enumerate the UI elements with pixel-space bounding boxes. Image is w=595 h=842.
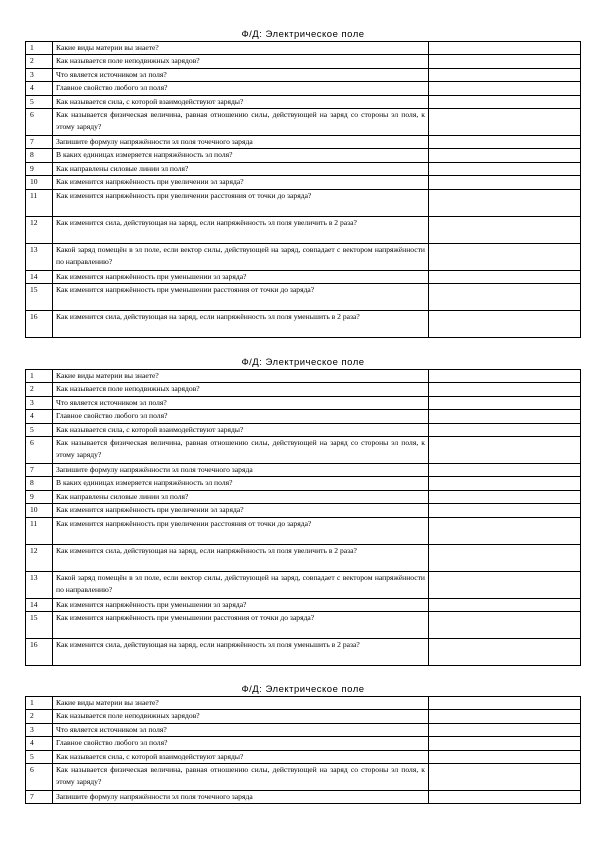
question-number: 9 — [26, 490, 53, 503]
answer-cell[interactable] — [429, 95, 581, 108]
question-number: 4 — [26, 410, 53, 423]
question-text: Как называется физическая величина, равная отношению силы, действующей на заряд со стороны эл поля, к этому заряду? — [53, 764, 429, 791]
question-number: 1 — [26, 42, 53, 55]
question-text: Как направлены силовые линии эл поля? — [53, 162, 429, 175]
question-text: Что является источником эл поля? — [53, 68, 429, 81]
question-number: 6 — [26, 109, 53, 136]
answer-cell[interactable] — [429, 437, 581, 464]
question-number: 3 — [26, 723, 53, 736]
question-row — [26, 723, 581, 736]
question-row — [26, 189, 581, 216]
question-number: 15 — [26, 612, 53, 639]
question-number: 10 — [26, 176, 53, 189]
question-row — [26, 109, 581, 136]
question-text: Как изменится напряжённость при увеличении эл заряда? — [53, 176, 429, 189]
question-row — [26, 423, 581, 436]
question-text: Какие виды материи вы знаете? — [53, 42, 429, 55]
question-row — [26, 162, 581, 175]
question-row — [26, 42, 581, 55]
question-number: 2 — [26, 383, 53, 396]
answer-cell[interactable] — [429, 311, 581, 338]
question-text: Как называется физическая величина, равная отношению силы, действующей на заряд со стороны эл поля, к этому заряду? — [53, 109, 429, 136]
question-text: В каких единицах измеряется напряжённость эл поля? — [53, 477, 429, 490]
question-row — [26, 750, 581, 763]
answer-cell[interactable] — [429, 55, 581, 68]
question-row — [26, 396, 581, 409]
question-row — [26, 270, 581, 283]
answer-cell[interactable] — [429, 737, 581, 750]
question-number: 1 — [26, 697, 53, 710]
question-text: Как изменится сила, действующая на заряд, если напряжённость эл поля уменьшить в 2 раза? — [53, 311, 429, 338]
answer-cell[interactable] — [429, 598, 581, 611]
question-text: Как изменится сила, действующая на заряд, если напряжённость эл поля увеличить в 2 раза? — [53, 544, 429, 571]
question-text: Что является источником эл поля? — [53, 396, 429, 409]
question-text: Как изменится сила, действующая на заряд, если напряжённость эл поля увеличить в 2 раза? — [53, 216, 429, 243]
question-number: 13 — [26, 571, 53, 598]
question-text: Как называется сила, с которой взаимодействуют заряды? — [53, 750, 429, 763]
answer-cell[interactable] — [429, 243, 581, 270]
question-row — [26, 571, 581, 598]
question-row — [26, 764, 581, 791]
question-row — [26, 216, 581, 243]
questions-table — [25, 41, 581, 338]
question-row — [26, 149, 581, 162]
answer-cell[interactable] — [429, 162, 581, 175]
answer-cell[interactable] — [429, 189, 581, 216]
section-title: Ф/Д: Электрическое поле — [241, 29, 365, 40]
answer-cell[interactable] — [429, 396, 581, 409]
question-number: 3 — [26, 396, 53, 409]
answer-cell[interactable] — [429, 571, 581, 598]
question-number: 1 — [26, 370, 53, 383]
answer-cell[interactable] — [429, 423, 581, 436]
question-number: 6 — [26, 437, 53, 464]
question-number: 12 — [26, 216, 53, 243]
question-number: 2 — [26, 710, 53, 723]
question-row — [26, 504, 581, 517]
question-text: Как изменится напряжённость при уменьшении расстояния от точки до заряда? — [53, 284, 429, 311]
answer-cell[interactable] — [429, 490, 581, 503]
answer-cell[interactable] — [429, 82, 581, 95]
question-row — [26, 639, 581, 666]
question-text: Как называется поле неподвижных зарядов? — [53, 383, 429, 396]
answer-cell[interactable] — [429, 697, 581, 710]
question-row — [26, 490, 581, 503]
question-number: 3 — [26, 68, 53, 81]
question-text: В каких единицах измеряется напряжённость эл поля? — [53, 149, 429, 162]
question-text: Как называется поле неподвижных зарядов? — [53, 55, 429, 68]
question-text: Как изменится напряжённость при увеличении эл заряда? — [53, 504, 429, 517]
question-row — [26, 176, 581, 189]
question-text: Как называется сила, с которой взаимодействуют заряды? — [53, 423, 429, 436]
question-text: Как называется физическая величина, равная отношению силы, действующей на заряд со стороны эл поля, к этому заряду? — [53, 437, 429, 464]
question-text: Главное свойство любого эл поля? — [53, 410, 429, 423]
answer-cell[interactable] — [429, 639, 581, 666]
question-number: 5 — [26, 95, 53, 108]
question-text: Какой заряд помещён в эл поле, если вектор силы, действующей на заряд, совпадает с вектором напряжённости по направлению? — [53, 571, 429, 598]
quiz-section-2 — [25, 356, 581, 666]
answer-cell[interactable] — [429, 750, 581, 763]
question-number: 7 — [26, 464, 53, 477]
question-number: 6 — [26, 764, 53, 791]
question-number: 8 — [26, 477, 53, 490]
question-row — [26, 544, 581, 571]
section-title: Ф/Д: Электрическое поле — [241, 684, 365, 695]
question-text: Как изменится напряжённость при уменьшении расстояния от точки до заряда? — [53, 612, 429, 639]
questions-table — [25, 696, 581, 804]
question-row — [26, 284, 581, 311]
question-number: 16 — [26, 639, 53, 666]
question-number: 14 — [26, 598, 53, 611]
question-row — [26, 437, 581, 464]
question-number: 9 — [26, 162, 53, 175]
question-number: 8 — [26, 149, 53, 162]
questions-table — [25, 369, 581, 666]
question-number: 5 — [26, 750, 53, 763]
question-row — [26, 311, 581, 338]
answer-cell[interactable] — [429, 464, 581, 477]
question-text: Как изменится сила, действующая на заряд, если напряжённость эл поля уменьшить в 2 раза? — [53, 639, 429, 666]
question-row — [26, 697, 581, 710]
question-text: Главное свойство любого эл поля? — [53, 737, 429, 750]
answer-cell[interactable] — [429, 68, 581, 81]
question-row — [26, 370, 581, 383]
question-text: Главное свойство любого эл поля? — [53, 82, 429, 95]
question-row — [26, 55, 581, 68]
question-number: 2 — [26, 55, 53, 68]
question-number: 16 — [26, 311, 53, 338]
question-text: Как направлены силовые линии эл поля? — [53, 490, 429, 503]
question-text: Как называется поле неподвижных зарядов? — [53, 710, 429, 723]
question-text: Как изменится напряжённость при увеличении расстояния от точки до заряда? — [53, 189, 429, 216]
answer-cell[interactable] — [429, 270, 581, 283]
question-row — [26, 243, 581, 270]
question-row — [26, 791, 581, 804]
question-text: Запишите формулу напряжённости эл поля точечного заряда — [53, 464, 429, 477]
question-number: 15 — [26, 284, 53, 311]
answer-cell[interactable] — [429, 176, 581, 189]
answer-cell[interactable] — [429, 410, 581, 423]
question-row — [26, 383, 581, 396]
question-number: 4 — [26, 82, 53, 95]
question-number: 7 — [26, 136, 53, 149]
question-text: Как изменится напряжённость при уменьшении эл заряда? — [53, 598, 429, 611]
question-number: 12 — [26, 544, 53, 571]
answer-cell[interactable] — [429, 710, 581, 723]
answer-cell[interactable] — [429, 504, 581, 517]
question-text: Что является источником эл поля? — [53, 723, 429, 736]
answer-cell[interactable] — [429, 477, 581, 490]
answer-cell[interactable] — [429, 764, 581, 791]
question-row — [26, 477, 581, 490]
answer-cell[interactable] — [429, 370, 581, 383]
question-text: Запишите формулу напряжённости эл поля точечного заряда — [53, 791, 429, 804]
question-row — [26, 136, 581, 149]
question-row — [26, 95, 581, 108]
question-number: 5 — [26, 423, 53, 436]
question-text: Какой заряд помещён в эл поле, если вектор силы, действующей на заряд, совпадает с вектором напряжённости по направлению? — [53, 243, 429, 270]
answer-cell[interactable] — [429, 383, 581, 396]
question-number: 13 — [26, 243, 53, 270]
answer-cell[interactable] — [429, 136, 581, 149]
question-text: Запишите формулу напряжённости эл поля точечного заряда — [53, 136, 429, 149]
question-text: Как изменится напряжённость при увеличении расстояния от точки до заряда? — [53, 517, 429, 544]
quiz-section-3 — [25, 683, 581, 804]
question-number: 14 — [26, 270, 53, 283]
question-text: Как называется сила, с которой взаимодействуют заряды? — [53, 95, 429, 108]
question-row — [26, 517, 581, 544]
question-text: Какие виды материи вы знаете? — [53, 697, 429, 710]
question-row — [26, 612, 581, 639]
answer-cell[interactable] — [429, 216, 581, 243]
answer-cell[interactable] — [429, 544, 581, 571]
quiz-section-1 — [25, 28, 581, 338]
question-number: 4 — [26, 737, 53, 750]
question-text: Какие виды материи вы знаете? — [53, 370, 429, 383]
question-row — [26, 598, 581, 611]
question-row — [26, 410, 581, 423]
question-text: Как изменится напряжённость при уменьшении эл заряда? — [53, 270, 429, 283]
answer-cell[interactable] — [429, 149, 581, 162]
answer-cell[interactable] — [429, 723, 581, 736]
question-number: 11 — [26, 517, 53, 544]
question-number: 7 — [26, 791, 53, 804]
question-row — [26, 737, 581, 750]
question-row — [26, 464, 581, 477]
question-row — [26, 68, 581, 81]
answer-cell[interactable] — [429, 42, 581, 55]
question-number: 11 — [26, 189, 53, 216]
answer-cell[interactable] — [429, 791, 581, 804]
answer-cell[interactable] — [429, 517, 581, 544]
question-row — [26, 82, 581, 95]
answer-cell[interactable] — [429, 109, 581, 136]
section-title: Ф/Д: Электрическое поле — [241, 357, 365, 368]
answer-cell[interactable] — [429, 284, 581, 311]
question-number: 10 — [26, 504, 53, 517]
answer-cell[interactable] — [429, 612, 581, 639]
question-row — [26, 710, 581, 723]
